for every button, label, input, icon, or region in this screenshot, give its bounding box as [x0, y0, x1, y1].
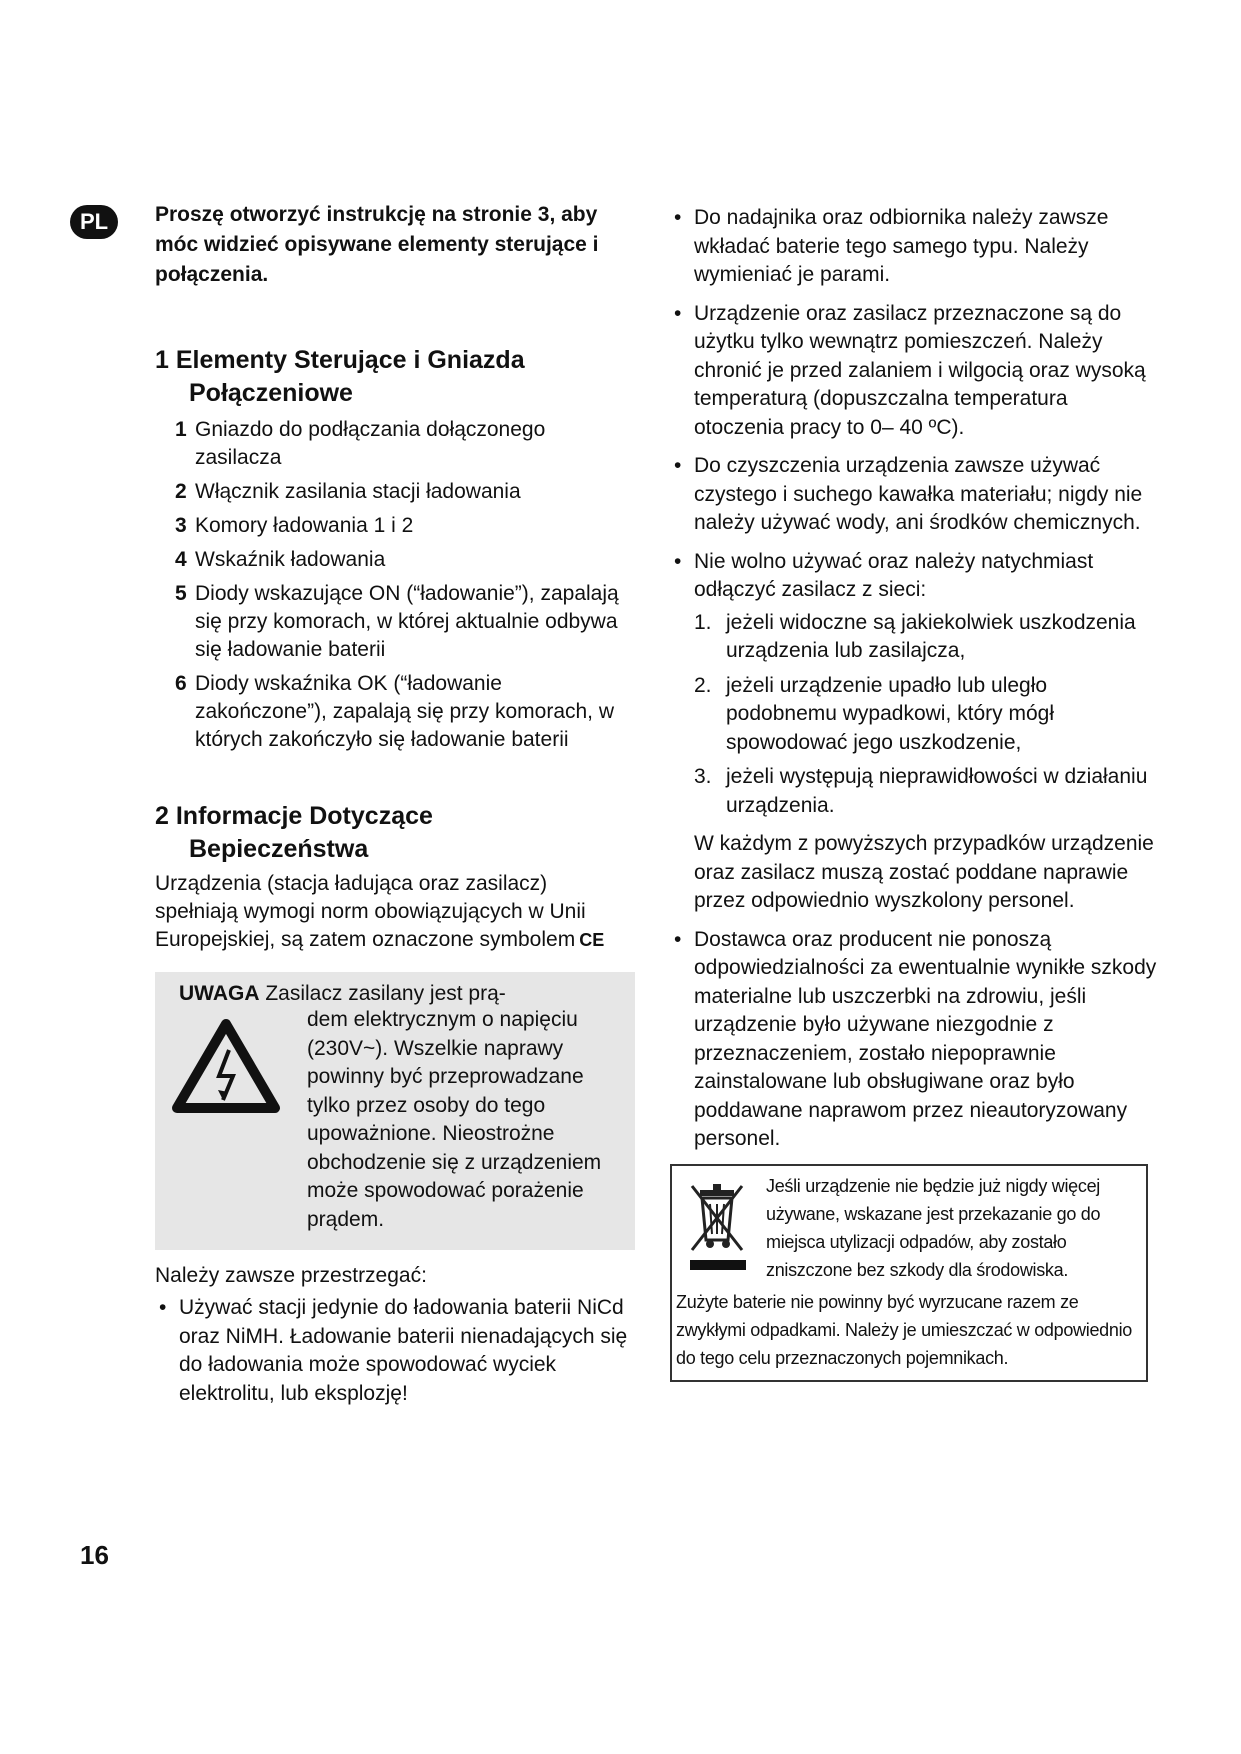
warning-label: UWAGA [179, 982, 260, 1005]
list-item: • Do czyszczenia urządzenia zawsze używać czystego i suchego kawałka materiału; nigdy nie należy używać wody, ani środków chemicznych. [670, 452, 1160, 538]
condition-text: jeżeli widoczne są jakiekolwiek uszkodzenia urządzenia lub zasilajcza, [726, 610, 1136, 662]
list-item [155, 416, 635, 472]
page-number: 16 [80, 1540, 109, 1570]
item-text: Gniazdo do podłączania dołączonego zasilacza [195, 418, 546, 469]
list-item [155, 546, 635, 574]
ce-mark-icon: CE [579, 930, 605, 950]
list-item: • Używać stacji jedynie do ładowania baterii NiCd oraz NiMH. Ładowanie baterii nienadających się do ładowania może spowodować wyciek elektrolitu, lub eksplozję! [155, 1294, 635, 1408]
condition-item [694, 672, 1160, 758]
section-title-line1: Informacje Dotyczące [175, 802, 433, 830]
item-number: 3 [175, 514, 187, 537]
list-item: • Dostawca oraz producent nie ponoszą odpowiedzialności za ewentualnie wynikłe szkody materialne lub uszczerbki na zdrowiu, jeśli urządzenie było używane niezgodnie z przeznaczeniem, zostało niepoprawnie zainstalowane lub obsługiwane oraz było poddawane naprawom przez nieautoryzowany personel. [670, 926, 1160, 1154]
section-safety-title [155, 800, 635, 866]
condition-text: jeżeli występują nieprawidłowości w działaniu urządzenia. [726, 765, 1148, 817]
condition-number: 3. [694, 765, 712, 788]
left-column [155, 200, 635, 1418]
crossed-bin-icon [686, 1176, 752, 1276]
item-text: Włącznik zasilania stacji ładowania [195, 480, 521, 503]
warning-box [155, 972, 635, 1250]
warning-text: dem elektrycznym o napięciu (230V~). Wszelkie naprawy powinny być przeprowadzane tylko przez osoby do tego upoważnione. Nieostrożne obchodzenie się z urządzeniem może spowodować porażenie prądem. [307, 1008, 602, 1231]
condition-number: 1. [694, 610, 712, 634]
weee-text-1: Jeśli urządzenie nie będzie już nigdy więcej używane, wskazane jest przekazanie go do miejsca utylizacji odpadów, aby zostało zniszczone bez szkody dla środowiska. [766, 1175, 1101, 1280]
warning-first-text: Zasilacz zasilany jest prą- [265, 982, 506, 1005]
electric-hazard-icon [171, 1018, 281, 1116]
item-text: Diody wskaźnika OK (“ładowanie zakończone”), zapalają się przy komorach, w których zakończyło się ładowanie baterii [195, 672, 615, 751]
item-number: 5 [175, 582, 187, 605]
repair-note: W każdym z powyższych przypadków urządzenie oraz zasilacz muszą zostać poddane naprawie przez odpowiednio wyszkolony personel. [694, 832, 1154, 912]
section-number: 1 [155, 346, 169, 374]
list-item [155, 670, 635, 754]
condition-number: 2. [694, 673, 712, 697]
section-safety [155, 800, 635, 1408]
weee-disposal-box [670, 1164, 1148, 1382]
right-column [670, 200, 1160, 1382]
list-item [670, 548, 1160, 821]
section-title-line1: Elementy Sterujące i Gniazda [175, 346, 525, 374]
conditions-list [694, 609, 1160, 821]
liability-bullets [670, 926, 1160, 1154]
weee-text-2: Zużyte baterie nie powinny być wyrzucane razem ze zwykłymi odpadkami. Należy je umieszczać w odpowiednio do tego celu przeznaczonych pojemnikach. [676, 1291, 1132, 1368]
safety-bullets-left [155, 1294, 635, 1408]
item-number: 4 [175, 548, 187, 571]
section-title-line2: Bepieczeństwa [189, 835, 369, 863]
item-text: Wskaźnik ładowania [195, 548, 386, 571]
controls-list [155, 416, 635, 754]
list-item [155, 580, 635, 664]
safety-bullets-right [670, 204, 1160, 820]
conformity-text [155, 870, 635, 954]
item-number: 1 [175, 418, 187, 441]
item-number: 6 [175, 672, 187, 695]
section-title-line2: Połączeniowe [189, 379, 353, 407]
list-item-text: Nie wolno używać oraz należy natychmiast odłączyć zasilacz z sieci: [694, 549, 1094, 601]
item-text: Komory ładowania 1 i 2 [195, 514, 414, 537]
weee-top [676, 1172, 1138, 1282]
language-badge: PL [70, 205, 118, 239]
list-item: • Do nadajnika oraz odbiornika należy zawsze wkładać baterie tego samego typu. Należy wymieniać je parami. [670, 204, 1160, 290]
section-number: 2 [155, 802, 169, 830]
item-text: Diody wskazujące ON (“ładowanie”), zapalają się przy komorach, w której aktualnie odbywa się ładowanie baterii [195, 582, 619, 661]
observe-text: Należy zawsze przestrzegać: [155, 1264, 427, 1287]
item-number: 2 [175, 480, 187, 503]
condition-item [694, 763, 1160, 820]
condition-item [694, 609, 1160, 666]
list-item: • Urządzenie oraz zasilacz przeznaczone są do użytku tylko wewnątrz pomieszczeń. Należy chronić je przed zalaniem i wilgocią oraz wysoką temperaturą (dopuszczalna temperatura otoczenia pracy to 0– 40 ºC). [670, 300, 1160, 443]
section-controls [155, 344, 635, 754]
warning-first-line [179, 980, 625, 1008]
intro-text: Proszę otworzyć instrukcję na stronie 3, aby móc widzieć opisywane elementy sterujące i połączenia. [155, 203, 599, 286]
condition-text: jeżeli urządzenie upadło lub uległo podobnemu wypadkowi, który mógł spowodować jego uszkodzenie, [726, 673, 1055, 754]
conformity-body: Urządzenia (stacja ładująca oraz zasilacz) spełniają wymogi norm obowiązujących w Unii Europejskiej, są zatem oznaczone symbolem [155, 872, 586, 951]
list-item [155, 512, 635, 540]
list-item [155, 478, 635, 506]
section-controls-title [155, 344, 635, 410]
